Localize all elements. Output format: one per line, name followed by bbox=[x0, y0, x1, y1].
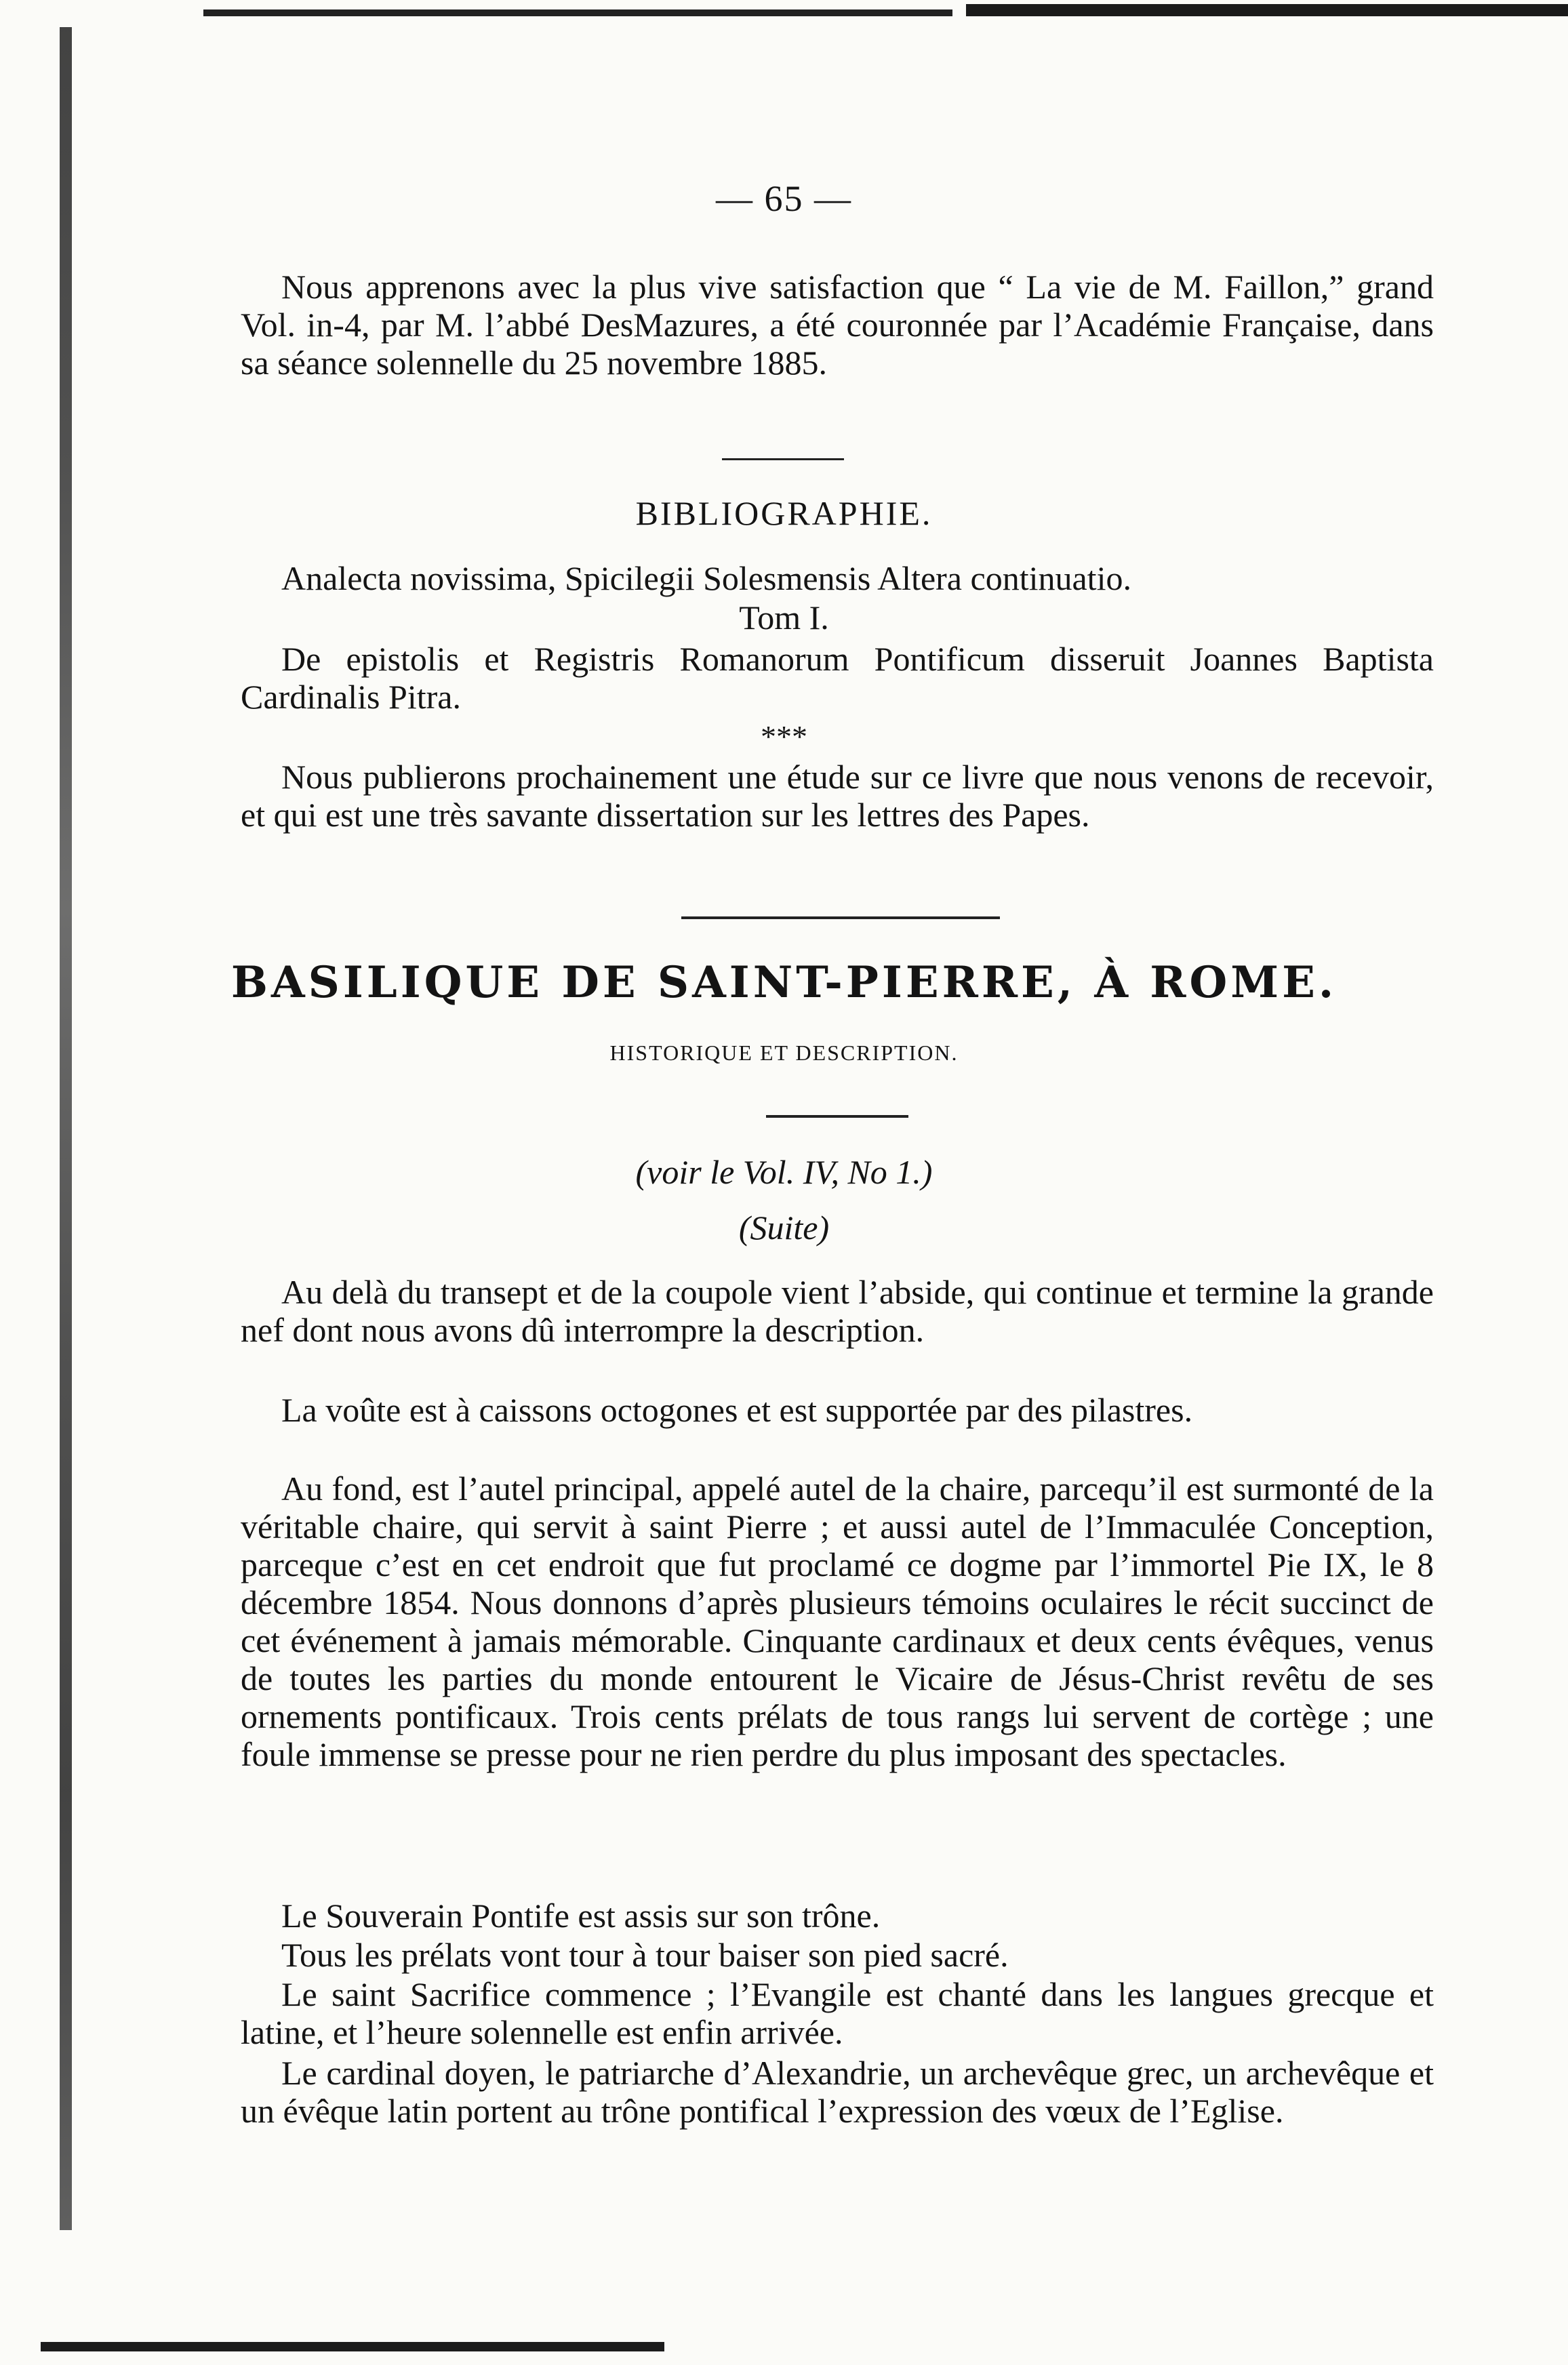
scan-edge-top-left bbox=[203, 9, 952, 16]
volume-reference: (voir le Vol. IV, No 1.) bbox=[635, 1153, 933, 1191]
page-number: — 65 — bbox=[716, 178, 852, 219]
article-title: BASILIQUE DE SAINT-PIERRE, À ROME. bbox=[230, 957, 1338, 1008]
bibliography-title: Analecta novissima, Spicilegii Solesmensis Altera continuatio. bbox=[281, 559, 1131, 597]
bibliography-heading: BIBLIOGRAPHIE. bbox=[635, 494, 933, 532]
body-paragraph-5: Tous les prélats vont tour à tour baiser son pied sacré. bbox=[281, 1936, 1009, 1974]
bibliography-description: De epistolis et Registris Romanorum Pontificum disseruit Joannes Baptista Cardinalis Pitra. bbox=[241, 640, 1434, 716]
asterism: *** bbox=[761, 719, 807, 754]
bibliography-tome: Tom I. bbox=[739, 599, 829, 636]
bibliography-note: Nous publierons prochainement une étude sur ce livre que nous venons de recevoir, et qui est une très savante dissertation sur les lettres des Papes. bbox=[241, 758, 1434, 834]
scan-edge-top-right bbox=[966, 4, 1568, 16]
body-paragraph-2: La voûte est à caissons octogones et est supportée par des pilastres. bbox=[281, 1391, 1193, 1429]
continuation-label: (Suite) bbox=[738, 1209, 830, 1247]
body-paragraph-4: Le Souverain Pontife est assis sur son trône. bbox=[281, 1897, 881, 1935]
divider-small bbox=[766, 1115, 908, 1118]
section-divider bbox=[681, 916, 1000, 919]
page-binding-edge bbox=[60, 27, 72, 2230]
body-paragraph-7: Le cardinal doyen, le patriarche d’Alexandrie, un archevêque grec, un archevêque et un évêque latin portent au trône pontifical l’expression des vœux de l’Eglise. bbox=[241, 2054, 1434, 2130]
divider-short bbox=[722, 458, 844, 460]
body-paragraph-3: Au fond, est l’autel principal, appelé autel de la chaire, parcequ’il est surmonté de la véritable chaire, qui servit à saint Pierre ; et aussi autel de l’Immaculée Conception, parceque c’est en cet endroit que fut proclamé ce dogme par l’immortel Pie IX, le 8 décembre 1854. Nous donnons d’après plusieurs témoins oculaires le récit succinct de cet événement à jamais mémorable. Cinquante cardinaux et deux cents évêques, venus de toutes les parties du monde entourent le Vicaire de Jésus-Christ revêtu de ses ornements pontificaux. Trois cents prélats de tous rangs lui servent de cortège ; une foule immense se presse pour ne rien perdre du plus imposant des spectacles. bbox=[241, 1470, 1434, 1773]
article-subtitle: HISTORIQUE ET DESCRIPTION. bbox=[609, 1040, 959, 1065]
intro-paragraph: Nous apprenons avec la plus vive satisfaction que “ La vie de M. Faillon,” grand Vol. in-4, par M. l’abbé DesMazures, a été couronnée par l’Académie Française, dans sa séance solennelle du 25 novembre 1885. bbox=[241, 268, 1434, 382]
body-paragraph-6: Le saint Sacrifice commence ; l’Evangile est chanté dans les langues grecque et latine, et l’heure solennelle est enfin arrivée. bbox=[241, 1975, 1434, 2051]
scan-edge-bottom bbox=[41, 2342, 664, 2351]
body-paragraph-1: Au delà du transept et de la coupole vient l’abside, qui continue et termine la grande nef dont nous avons dû interrompre la description. bbox=[241, 1273, 1434, 1349]
